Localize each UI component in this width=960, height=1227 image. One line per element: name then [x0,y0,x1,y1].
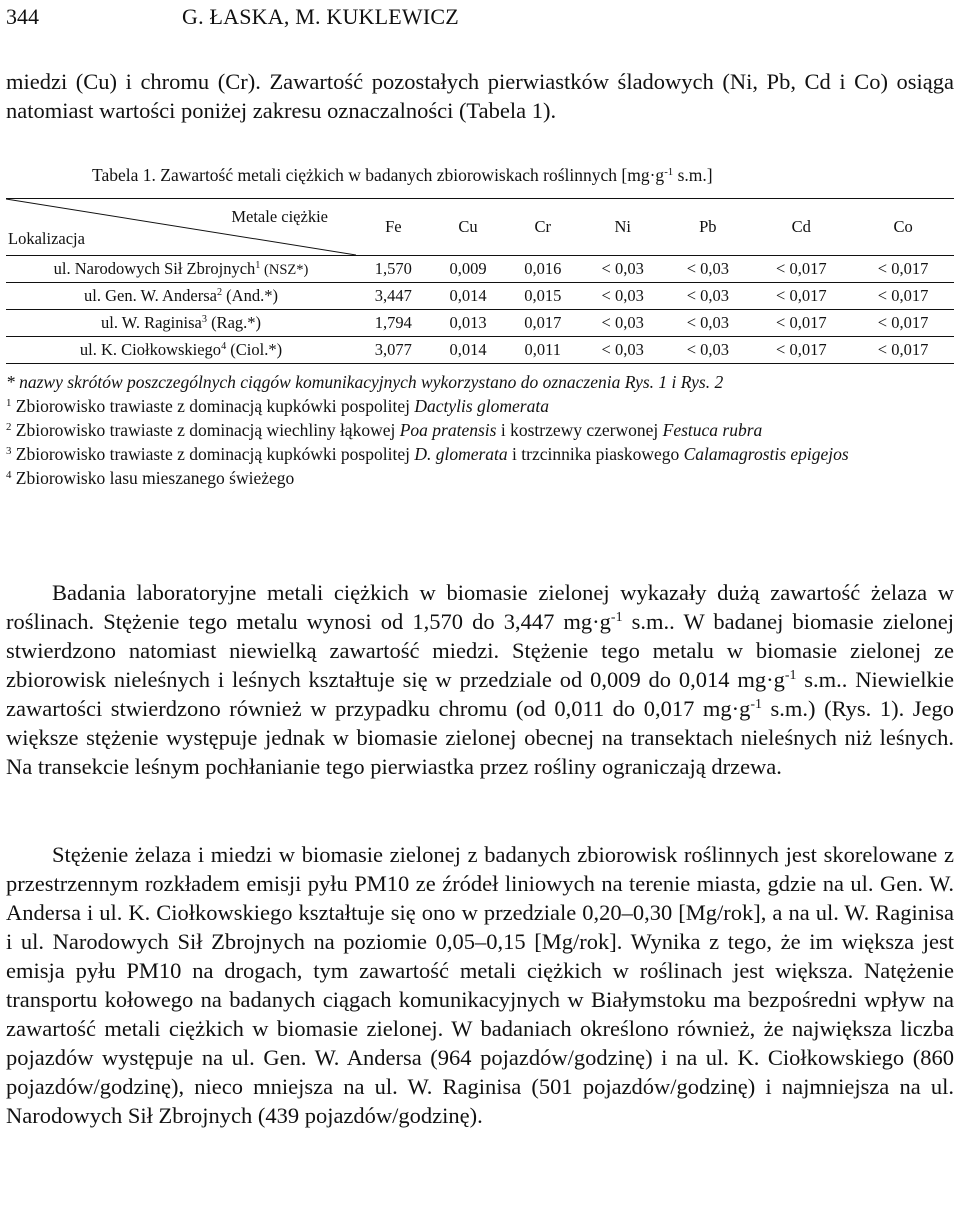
table-caption [92,163,952,187]
caption-text: Tabela 1. Zawartość metali ciężkich w badanych zbiorowiskach roślinnych [mg·g [92,165,665,185]
running-authors: G. ŁASKA, M. KUKLEWICZ [182,4,459,29]
value-cell: < 0,017 [852,337,954,364]
value-cell: < 0,03 [580,310,665,337]
location-footnote-ref: 1 [255,260,261,272]
value-cell: < 0,03 [665,310,750,337]
body-text: s.m.. W badanej biomasie zielonej stwierdzono natomiast niewielką zawartość miedzi. Stężenie tego metalu w biomasie zielonej ze zbiorowisk nieleśnych i leśnych kształtuje się w przedziale od 0,009 do 0,014 mg·g [6,609,955,692]
footnote-number: 2 [6,421,12,434]
value-cell: 0,009 [431,256,506,283]
value-cell: < 0,017 [750,256,852,283]
unit-superscript: -1 [784,668,797,684]
footnote-number: 3 [6,445,12,458]
page-number: 344 [6,4,39,29]
caption-superscript: -1 [664,166,674,179]
table-row [6,283,954,310]
location-abbr: (Rag.*) [206,313,262,332]
corner-header-cell [6,199,356,256]
value-cell: 3,447 [356,283,431,310]
body-text: s.m.) (Rys. 1). Jego większe stężenie występuje jednak w biomasie zielonej obecnej na transektach nieleśnych niż leśnych. Na transekcie leśnym pochłanianie tego pierwiastka przez rośliny ograniczają drzewa. [6,696,954,779]
value-cell: < 0,03 [580,256,665,283]
table-footnotes [6,370,954,490]
body-paragraph-1 [6,578,954,781]
footnote-1 [6,394,954,418]
location-cell [6,310,356,337]
value-cell: < 0,017 [750,310,852,337]
footnote-latin-name: Poa pratensis [399,420,497,440]
location-abbr: (Ciol.*) [226,340,283,359]
value-cell: < 0,03 [580,337,665,364]
table-row [6,256,954,283]
corner-label-location: Lokalizacja [8,229,85,248]
table-header-row [6,199,954,256]
footnote-2 [6,418,954,442]
corner-label-metals: Metale ciężkie [231,207,328,226]
value-cell: 0,017 [505,310,580,337]
body-paragraph-2: Stężenie żelaza i miedzi w biomasie zielonej z badanych zbiorowisk roślinnych jest skorelowane z przestrzennym rozkładem emisji pyłu PM10 ze źródeł liniowych na terenie miasta, gdzie na ul. Gen. W. Andersa i ul. K. Ciołkowskiego kształtuje się ono w przedziale 0,20–0,30 [Mg/rok], a na ul. W. Raginisa i ul. Narodowych Sił Zbrojnych na poziomie 0,05–0,15 [Mg/rok]. Wynika z tego, że im większa jest emisja pyłu PM10 na drogach, tym zawartość metali ciężkich w roślinach jest większa. Natężenie transportu kołowego na badanych ciągach komunikacyjnych w Białymstoku ma bezpośredni wpływ na zawartość metali ciężkich w biomasie zielonej. W badaniach określono również, że największa liczba pojazdów występuje na ul. Gen. W. Andersa (964 pojazdów/godzinę) i na ul. K. Ciołkowskiego (860 pojazdów/godzinę), nieco mniejsza na ul. W. Raginisa (501 pojazdów/godzinę) i najmniejsza na ul. Narodowych Sił Zbrojnych (439 pojazdów/godzinę). [6,842,954,1128]
column-header: Pb [665,199,750,256]
location-name: ul. Narodowych Sił Zbrojnych [53,259,256,278]
value-cell: < 0,03 [665,283,750,310]
location-footnote-ref: 3 [201,314,207,326]
value-cell: < 0,017 [750,337,852,364]
value-cell: 0,011 [505,337,580,364]
value-cell: 3,077 [356,337,431,364]
page-header [6,2,954,34]
unit-superscript: -1 [610,610,623,626]
footnote-text: i kostrzewy czerwonej [496,420,663,440]
value-cell: < 0,03 [665,337,750,364]
value-cell: 0,016 [505,256,580,283]
column-header: Cu [431,199,506,256]
value-cell: < 0,017 [750,283,852,310]
location-name: ul. W. Raginisa [100,313,202,332]
value-cell: 0,014 [431,337,506,364]
footnote-text: Zbiorowisko trawiaste z dominacją kupkówki pospolitej [11,444,415,464]
value-cell: 0,015 [505,283,580,310]
column-header: Co [852,199,954,256]
value-cell: 0,014 [431,283,506,310]
metals-table [6,198,954,364]
footnote-4 [6,466,954,490]
footnote-text: Zbiorowisko lasu mieszanego świeżego [11,468,295,488]
column-header: Fe [356,199,431,256]
table-row [6,337,954,364]
body-text: Badania laboratoryjne metali ciężkich w biomasie zielonej wykazały dużą zawartość żelaza w roślinach. Stężenie tego metalu wynosi od 1,570 do 3,447 mg·g [6,580,954,634]
footnote-number: 1 [6,397,12,410]
footnote-number: 4 [6,469,12,482]
unit-superscript: -1 [750,697,762,713]
column-header: Cr [505,199,580,256]
value-cell: < 0,017 [852,310,954,337]
footnote-3 [6,442,954,466]
location-abbr: (NSZ*) [260,262,309,278]
table-row [6,310,954,337]
location-cell [6,283,356,310]
location-cell [6,256,356,283]
footnote-latin-name: Calamagrostis epigejos [683,444,849,464]
location-name: ul. K. Ciołkowskiego [79,340,222,359]
footnote-text: Zbiorowisko trawiaste z dominacją wiechliny łąkowej [11,420,400,440]
location-footnote-ref: 2 [216,287,223,299]
value-cell: 1,570 [356,256,431,283]
caption-end: s.m.] [673,165,713,185]
location-abbr: (And.*) [222,286,278,305]
location-footnote-ref: 4 [221,341,227,353]
body-text: s.m.. Niewielkie zawartości stwierdzono również w przypadku chromu (od 0,011 do 0,017 mg·g [6,667,954,721]
location-cell [6,337,356,364]
footnote-abbreviations: * nazwy skrótów poszczególnych ciągów komunikacyjnych wykorzystano do oznaczenia Rys. 1 i Rys. 2 [6,372,724,392]
column-header: Cd [750,199,852,256]
footnote-latin-name: D. glomerata [414,444,508,464]
value-cell: < 0,017 [852,283,954,310]
location-name: ul. Gen. W. Andersa [84,286,217,305]
footnote-text: Zbiorowisko trawiaste z dominacją kupkówki pospolitej [11,396,415,416]
footnote-text: i trzcinnika piaskowego [507,444,684,464]
value-cell: < 0,03 [580,283,665,310]
footnote-latin-name: Dactylis glomerata [414,396,549,416]
value-cell: 0,013 [431,310,506,337]
value-cell: < 0,03 [665,256,750,283]
column-header: Ni [580,199,665,256]
value-cell: < 0,017 [852,256,954,283]
intro-paragraph: miedzi (Cu) i chromu (Cr). Zawartość pozostałych pierwiastków śladowych (Ni, Pb, Cd i Co) osiąga natomiast wartości poniżej zakresu oznaczalności (Tabela 1). [6,69,954,123]
value-cell: 1,794 [356,310,431,337]
footnote-latin-name: Festuca rubra [662,420,763,440]
